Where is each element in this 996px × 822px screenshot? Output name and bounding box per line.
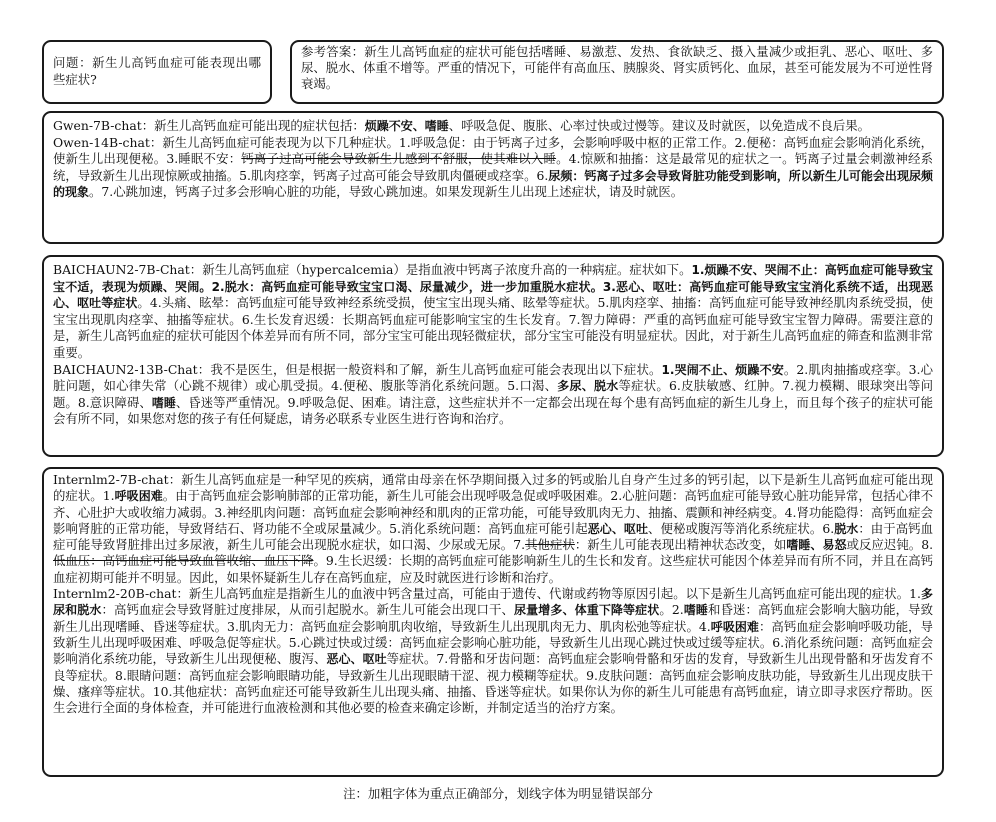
model-answer bbox=[53, 586, 933, 716]
answer-text: 。2. bbox=[659, 602, 684, 618]
model-name: Internlm2-7B-chat： bbox=[53, 472, 182, 487]
bold-correct-text: 烦躁不安、嗜睡 bbox=[364, 119, 449, 133]
bold-correct-text: 1.烦躁不安、哭闹不止：高钙血症可能导致宝宝不适，表现为烦躁、哭闹。2.脱水：高钙血症可能导致宝宝口渴、尿量减少，进一步加重脱水症状。3.恶心、呕吐：高钙血症可能导致宝宝消化系统不适，出现恶心、呕吐等症状 bbox=[53, 263, 933, 311]
answer-text: 。由于高钙血症会影响肺部的正常功能，新生儿可能会出现呼吸急促或呼吸困难。2.心脏问题：高钙血症可能导致心脏功能异常，包括心律不齐、心肚护大或收缩力减弱。3.神经肌肉问题：高钙血症会影响神经和肌肉的正常功能，可能导致肌肉无力、抽搐、震颤和神经病变。4.肾功能隐得：高钙血症会影响肾脏的正常功能，导致肾结石、肾功能不全或尿量减少。5.消化系统问题：高钙血症可能引起 bbox=[53, 488, 933, 536]
answer-text: ：高钙血症会影响呼吸功能，导致新生儿出现呼吸困难、呼吸急促等症状。5.心跳过快或过缓：高钙血症会影响心脏功能，导致新生儿出现心跳过快或过缓等症状。6.消化系统问题：高钙血症会影响消化系统功能，导致新生儿出现便秘、腹泻、 bbox=[53, 618, 933, 667]
bold-correct-text: 1.哭闹不止、烦躁不安 bbox=[661, 362, 784, 377]
answer-text: 和昏迷：高钙血症会影响大脑功能，导致新生儿出现嗜睡、昏迷等症状。3.肌肉无力：高钙血症会影响肌肉收缩，导致新生儿出现肌肉无力、肌肉松弛等症状。4. bbox=[53, 602, 933, 634]
answer-text: 新生儿高钙血症可能出现的症状包括： bbox=[154, 118, 365, 133]
answer-text: 我不是医生，但是根据一般资料和了解，新生儿高钙血症可能会表现出以下症状。 bbox=[210, 361, 662, 377]
answer-text: 等症状。7.骨骼和牙齿问题：高钙血症会影响骨骼和牙齿的发育，导致新生儿出现骨骼和牙齿发育不良等症状。8.眼睛问题：高钙血症会影响眼睛功能，导致新生儿出现眼睛干涩、视力模糊等症状。9.皮肤问题：高钙血症会影响皮肤功能，导致新生儿出现皮肤干燥、瘙痒等症状。10.其他症状：高钙血症还可能导致新生儿出现头痛、抽搐、昏迷等症状。如果你认为你的新生儿可能患有高钙血症，请立即寻求医疗帮助。医生会进行全面的身体检查，并可能进行血液检测和其他必要的检查来确定诊断，并制定适当的治疗方案。 bbox=[53, 651, 933, 716]
answer-text: 、呼吸急促、腹胀、心率过快或过慢等。建议及时就医，以免造成不良后果。 bbox=[448, 118, 871, 133]
answer-text: 。7.心跳加速，钙离子过多会形响心脏的功能，导致心跳加速。如果发现新生儿出现上述症状，请及时就医。 bbox=[89, 184, 684, 200]
model-name: BAICHAUN2-13B-Chat： bbox=[53, 361, 211, 377]
bold-correct-text: 脱水 bbox=[834, 521, 859, 536]
answer-text: 、昏迷等严重情况。9.呼吸急促、困难。请注意，这些症状并不一定都会出现在每个患有高钙血症的新生儿身上，而且每个孩子的症状可能会有所不同，如果您对您的孩子有任何疑虑，请务必联系专业医生进行咨询和治疗。 bbox=[53, 394, 933, 427]
answer-text: 、便秘或腹泻等消化系统症状。6. bbox=[648, 520, 835, 536]
strikethrough-error-text: 低血压：高钙血症可能导致血管收缩、血压下降 bbox=[53, 553, 314, 569]
bold-correct-text: 恶心、呕吐 bbox=[587, 521, 649, 536]
model-answer bbox=[53, 472, 933, 586]
footnote: 注：加粗字体为重点正确部分，划线字体为明显错误部分 bbox=[343, 786, 653, 801]
answer-text: 新生儿高钙血症可能表现为以下几种症状。1.呼吸急促：由于钙离子过多，会影响呼吸中枢的正常工作。2.便秘：高钙血症会影响消化系统，使新生儿出现便秘。3.睡眠不安： bbox=[53, 134, 933, 167]
strikethrough-error-text: 其他症状 bbox=[525, 537, 575, 553]
bold-correct-text: 尿频：钙离子过多会导致肾脏功能受到影响，所以新生儿可能会出现尿频的现象 bbox=[53, 168, 933, 200]
answer-text: 或反应迟钝。8. bbox=[846, 537, 934, 553]
answer-text: 等症状。6.皮肤敏感、红肿。7.视力模糊、眼球突出等问题。8.意识障碍、 bbox=[53, 378, 933, 410]
answer-text: 新生儿高钙血症是一种罕见的疾病，通常由母亲在怀孕期间摄入过多的钙或胎儿自身产生过多的钙引起，以下是新生儿高钙血症可能出现的症状。1. bbox=[53, 472, 933, 504]
bold-correct-text: 呼吸困难 bbox=[710, 619, 759, 634]
model-group-baichuan bbox=[42, 255, 944, 457]
model-answer bbox=[53, 135, 933, 201]
answer-text: ：由于高钙血症可能导致肾脏排出过多尿液，新生儿可能会出现脱水症状，如口渴、少尿或无尿。7. bbox=[53, 520, 933, 553]
answer-text: 。4.惊厥和抽搐：这是最常见的症状之一。钙离子过量会刺激神经系统，导致新生儿出现惊厥或抽搐。5.肌肉痉挛，钙离子过高可能会导致肌肉僵硬或痉挛。6. bbox=[53, 151, 934, 183]
reference-label: 参考答案： bbox=[301, 44, 365, 59]
question-text bbox=[53, 55, 261, 88]
model-answer bbox=[53, 262, 933, 362]
model-name: Internlm2-20B-chat： bbox=[53, 586, 189, 602]
model-group-internlm bbox=[42, 467, 944, 777]
model-name: Owen-14B-chat： bbox=[53, 134, 163, 150]
model-group-qwen bbox=[42, 111, 944, 244]
model-answer bbox=[53, 362, 933, 428]
bold-correct-text: 多尿和脱水 bbox=[53, 587, 933, 618]
reference-body: 新生儿高钙血症的症状可能包括嗜睡、易激惹、发热、食欲缺乏、摄入量减少或拒乳、恶心、呕吐、多尿、脱水、体重不增等。严重的情况下，可能伴有高血压、胰腺炎、肾实质钙化、血尿，甚至可能发展为不可逆性肾衰竭。 bbox=[301, 44, 934, 91]
bold-correct-text: 嗜睡 bbox=[683, 603, 709, 618]
answer-text: 新生儿高钙血症是指新生儿的血液中钙含量过高，可能由于遗传、代谢或药物等原因引起。以下是新生儿高钙血症可能出现的症状。1. bbox=[188, 586, 921, 602]
model-name: Gwen-7B-chat： bbox=[53, 118, 155, 133]
strikethrough-error-text: 钙离子过高可能会导致新生儿感到不舒服，使其难以入睡 bbox=[241, 151, 557, 167]
reference-answer-text bbox=[301, 44, 933, 92]
bold-correct-text: 嗜睡、易怒 bbox=[786, 538, 847, 553]
bold-correct-text: 尿量增多、体重下降等症状 bbox=[514, 603, 660, 618]
bold-correct-text: 多尿、脱水 bbox=[557, 379, 619, 394]
reference-answer-box bbox=[290, 40, 944, 104]
bold-correct-text: 呼吸困难 bbox=[114, 489, 163, 504]
answer-text: ：新生儿可能表现出精神状态改变，如 bbox=[574, 537, 787, 553]
bold-correct-text: 嗜睡 bbox=[151, 395, 176, 410]
answer-text: 。4.头痛、眩晕：高钙血症可能导致神经系统受损，使宝宝出现头痛、眩晕等症状。5.肌肉痉挛、抽搐：高钙血症可能导致神经肌肉系统受损，使宝宝出现肌肉痉挛、抽搐等症状。6.生长发育迟缓：长期高钙血症可能影响宝宝的生长发育。7.智力障碍：严重的高钙血症可能导致宝宝智力障碍。需要注意的是，新生儿高钙血症的症状可能因个体差异而有所不同，部分宝宝可能出现轻微症状，部分宝宝可能没有明显症状。因此，对于新生儿高钙血症的筛查和监测非常重要。 bbox=[53, 295, 933, 360]
question-label: 问题： bbox=[53, 54, 93, 70]
answer-text: 新生儿高钙血症（hypercalcemia）是指血液中钙离子浓度升高的一种病症。症状如下。 bbox=[202, 262, 692, 277]
model-name: BAICHAUN2-7B-Chat： bbox=[53, 262, 203, 277]
answer-text: 。9.生长迟缓：长期的高钙血症可能影响新生儿的生长和发育。这些症状可能因个体差异而有所不同，并且在高钙血症初期可能并不明显。因此，如果怀疑新生儿存在高钙血症，应及时就医进行诊断和治疗。 bbox=[53, 553, 933, 585]
question-body: 新生儿高钙血症可能表现出哪些症状? bbox=[53, 54, 262, 87]
question-box bbox=[42, 40, 272, 104]
answer-text: 。2.肌肉抽搐或痉挛。3.心脏问题，如心律失常（心跳不规律）或心肌受损。4.便秘、腹胀等消化系统问题。5.口渴、 bbox=[53, 361, 933, 394]
bold-correct-text: 恶心、呕吐 bbox=[326, 652, 387, 667]
answer-text: ：高钙血症会导致肾脏过度排尿，从而引起脱水。新生儿可能会出现口干、 bbox=[101, 602, 515, 618]
model-answer bbox=[53, 118, 933, 135]
